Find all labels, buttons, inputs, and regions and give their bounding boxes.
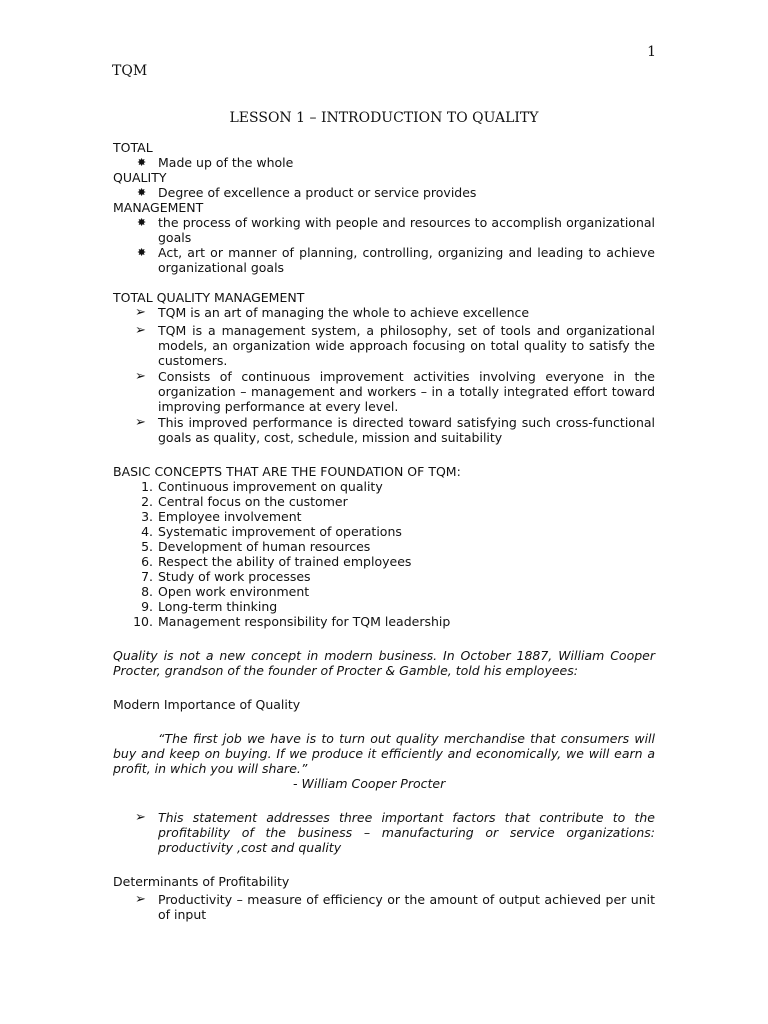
list-item: 8. Open work environment xyxy=(141,584,310,599)
arrow-bullet-icon: ➢ xyxy=(135,305,146,320)
profitability-list xyxy=(113,892,655,922)
concepts-section-label: BASIC CONCEPTS THAT ARE THE FOUNDATION OF TQM: xyxy=(113,464,461,479)
list-item-text: Made up of the whole xyxy=(158,155,294,170)
profitability-label: Determinants of Profitability xyxy=(113,874,290,889)
list-item-text: Open work environment xyxy=(158,584,310,599)
list-item: 3. Employee involvement xyxy=(141,509,302,524)
list-item: 2. Central focus on the customer xyxy=(141,494,348,509)
arrow-bullet-icon: ➢ xyxy=(135,369,146,384)
star-bullet-icon: ✸ xyxy=(137,216,147,229)
list-item-text: This statement addresses three important factors that contribute to the profitability of the business – manufacturing or service organizations: productivity ,cost and quality xyxy=(158,810,655,855)
modern-importance-label: Modern Importance of Quality xyxy=(113,697,301,712)
term-quality-label: QUALITY xyxy=(113,170,167,185)
arrow-bullet-icon: ➢ xyxy=(135,415,146,430)
list-item xyxy=(113,810,655,855)
list-item-text: Development of human resources xyxy=(158,539,371,554)
arrow-bullet-icon: ➢ xyxy=(135,810,146,825)
quote-author: - William Cooper Procter xyxy=(293,776,446,791)
star-bullet-icon: ✸ xyxy=(137,186,147,199)
list-item xyxy=(113,215,655,245)
list-item xyxy=(113,323,655,368)
term-total-label: TOTAL xyxy=(113,140,153,155)
list-item-text: Long-term thinking xyxy=(158,599,278,614)
list-item xyxy=(113,415,655,445)
list-item: 6. Respect the ability of trained employees xyxy=(141,554,412,569)
list-item xyxy=(113,892,655,922)
concepts-list xyxy=(113,479,655,629)
arrow-bullet-icon: ➢ xyxy=(135,323,146,338)
list-item-text: TQM is an art of managing the whole to achieve excellence xyxy=(158,305,530,320)
list-item xyxy=(113,369,655,414)
history-paragraph: Quality is not a new concept in modern business. In October 1887, William Cooper Procter, grandson of the founder of Procter & Gamble, told his employees: xyxy=(113,648,655,678)
list-item: 5. Development of human resources xyxy=(141,539,371,554)
list-item-text: Employee involvement xyxy=(158,509,302,524)
list-item xyxy=(113,185,655,200)
term-management-label: MANAGEMENT xyxy=(113,200,204,215)
list-item-text: Study of work processes xyxy=(158,569,311,584)
list-item-text: Productivity – measure of efficiency or the amount of output achieved per unit of input xyxy=(158,892,655,922)
tqm-list xyxy=(113,305,655,445)
list-item-text: Systematic improvement of operations xyxy=(158,524,402,539)
list-item-text: Central focus on the customer xyxy=(158,494,348,509)
star-bullet-icon: ✸ xyxy=(137,246,147,259)
arrow-bullet-icon: ➢ xyxy=(135,892,146,907)
list-item: 9. Long-term thinking xyxy=(141,599,278,614)
list-item-text: Degree of excellence a product or service provides xyxy=(158,185,477,200)
list-item: 10. Management responsibility for TQM leadership xyxy=(133,614,451,629)
term-quality-list xyxy=(113,185,655,200)
list-item-text: Management responsibility for TQM leadership xyxy=(158,614,451,629)
star-bullet-icon: ✸ xyxy=(137,156,147,169)
document-header: TQM xyxy=(112,63,148,79)
list-item-text: the process of working with people and resources to accomplish organizational goals xyxy=(158,215,655,245)
lesson-title: LESSON 1 – INTRODUCTION TO QUALITY xyxy=(229,110,539,126)
list-item: 7. Study of work processes xyxy=(141,569,311,584)
list-item: 4. Systematic improvement of operations xyxy=(141,524,402,539)
document-body xyxy=(113,140,655,922)
list-item xyxy=(113,245,655,275)
list-item-text: Respect the ability of trained employees xyxy=(158,554,412,569)
list-item xyxy=(113,305,655,320)
list-item-text: Continuous improvement on quality xyxy=(158,479,383,494)
page-number: 1 xyxy=(647,44,656,60)
modern-importance-list xyxy=(113,810,655,855)
term-total-list xyxy=(113,155,655,170)
list-item-text: Consists of continuous improvement activities involving everyone in the organization – management and workers – in a totally integrated effort toward improving performance at every level. xyxy=(158,369,655,414)
list-item xyxy=(113,155,655,170)
term-management-list xyxy=(113,215,655,275)
tqm-section-label: TOTAL QUALITY MANAGEMENT xyxy=(113,290,305,305)
list-item-text: This improved performance is directed toward satisfying such cross-functional goals as quality, cost, schedule, mission and suitability xyxy=(158,415,655,445)
list-item: 1. Continuous improvement on quality xyxy=(141,479,383,494)
procter-quote: “The first job we have is to turn out quality merchandise that consumers will buy and keep on buying. If we produce it efficiently and economically, we will earn a profit, in which you will share.” xyxy=(113,731,655,776)
list-item-text: TQM is a management system, a philosophy, set of tools and organizational models, an organization wide approach focusing on total quality to satisfy the customers. xyxy=(158,323,655,368)
list-item-text: Act, art or manner of planning, controlling, organizing and leading to achieve organizational goals xyxy=(158,245,655,275)
